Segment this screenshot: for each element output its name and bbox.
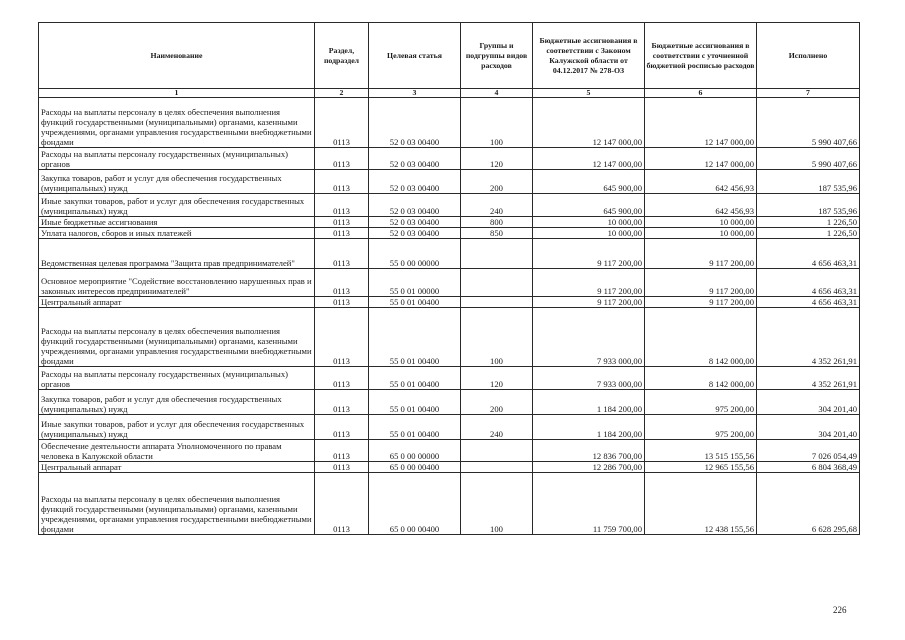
cell-law: 7 933 000,00 [533,308,645,367]
cell-section: 0113 [315,170,369,194]
cell-law: 12 147 000,00 [533,98,645,148]
cell-section: 0113 [315,297,369,308]
cell-executed: 4 656 463,31 [757,239,860,269]
cell-section: 0113 [315,194,369,217]
table-row [39,239,860,269]
table-row [39,415,860,440]
header-law: Бюджетные ассигнования в соответствии с Законом Калужской области от 04.12.2017 № 278-ОЗ [533,23,645,89]
cell-refined: 975 200,00 [645,415,757,440]
column-number: 1 [39,89,315,98]
cell-law: 9 117 200,00 [533,297,645,308]
table-row [39,297,860,308]
cell-target: 52 0 03 00400 [369,217,461,228]
cell-refined: 8 142 000,00 [645,308,757,367]
cell-section: 0113 [315,148,369,170]
cell-group: 120 [461,367,533,390]
cell-group: 100 [461,473,533,535]
cell-law: 9 117 200,00 [533,269,645,297]
cell-group: 800 [461,217,533,228]
cell-refined: 12 147 000,00 [645,148,757,170]
cell-refined: 10 000,00 [645,217,757,228]
cell-refined: 9 117 200,00 [645,269,757,297]
cell-name: Расходы на выплаты персоналу государственных (муниципальных) органов [39,367,315,390]
header-name: Наименование [39,23,315,89]
cell-group: 120 [461,148,533,170]
cell-law: 9 117 200,00 [533,239,645,269]
cell-law: 10 000,00 [533,228,645,239]
cell-target: 65 0 00 00000 [369,440,461,462]
cell-name: Расходы на выплаты персоналу в целях обеспечения выполнения функций государственными (муниципальными) органами, казенными учреждениями, органами управления государственными внебюджетными фондами [39,308,315,367]
page-number: 226 [833,605,847,615]
cell-group: 200 [461,390,533,415]
cell-refined: 642 456,93 [645,194,757,217]
cell-name: Закупка товаров, работ и услуг для обеспечения государственных (муниципальных) нужд [39,170,315,194]
cell-law: 10 000,00 [533,217,645,228]
cell-refined: 8 142 000,00 [645,367,757,390]
cell-name: Уплата налогов, сборов и иных платежей [39,228,315,239]
cell-law: 12 147 000,00 [533,148,645,170]
column-number: 7 [757,89,860,98]
cell-executed: 4 352 261,91 [757,367,860,390]
cell-law: 12 286 700,00 [533,462,645,473]
cell-section: 0113 [315,308,369,367]
table-header-row [39,23,860,89]
table-row [39,228,860,239]
cell-target: 55 0 00 00000 [369,239,461,269]
cell-name: Расходы на выплаты персоналу в целях обеспечения выполнения функций государственными (муниципальными) органами, казенными учреждениями, органами управления государственными внебюджетными фондами [39,473,315,535]
table-row [39,390,860,415]
table-row [39,217,860,228]
cell-group: 100 [461,98,533,148]
cell-refined: 12 147 000,00 [645,98,757,148]
cell-refined: 975 200,00 [645,390,757,415]
cell-executed: 5 990 407,66 [757,148,860,170]
cell-target: 65 0 00 00400 [369,473,461,535]
header-groups: Группы и подгруппы видов расходов [461,23,533,89]
cell-refined: 642 456,93 [645,170,757,194]
cell-group: 200 [461,170,533,194]
cell-refined: 9 117 200,00 [645,297,757,308]
cell-refined: 12 965 155,56 [645,462,757,473]
cell-target: 55 0 01 00400 [369,415,461,440]
cell-target: 55 0 01 00400 [369,297,461,308]
cell-name: Иные закупки товаров, работ и услуг для обеспечения государственных (муниципальных) нужд [39,415,315,440]
column-number: 5 [533,89,645,98]
cell-group [461,462,533,473]
cell-executed: 187 535,96 [757,194,860,217]
cell-group: 240 [461,415,533,440]
cell-executed: 304 201,40 [757,415,860,440]
cell-executed: 1 226,50 [757,228,860,239]
budget-table [38,22,860,535]
cell-group: 240 [461,194,533,217]
cell-executed: 187 535,96 [757,170,860,194]
cell-refined: 9 117 200,00 [645,239,757,269]
table-row [39,367,860,390]
table-row [39,194,860,217]
table-row [39,98,860,148]
cell-refined: 12 438 155,56 [645,473,757,535]
cell-executed: 1 226,50 [757,217,860,228]
cell-law: 11 759 700,00 [533,473,645,535]
cell-name: Расходы на выплаты персоналу государственных (муниципальных) органов [39,148,315,170]
header-section: Раздел, подраздел [315,23,369,89]
cell-group: 100 [461,308,533,367]
cell-law: 7 933 000,00 [533,367,645,390]
cell-law: 645 900,00 [533,194,645,217]
cell-target: 55 0 01 00400 [369,367,461,390]
cell-group: 850 [461,228,533,239]
cell-name: Основное мероприятие "Содействие восстановлению нарушенных прав и законных интересов предпринимателей" [39,269,315,297]
cell-target: 52 0 03 00400 [369,228,461,239]
cell-target: 52 0 03 00400 [369,194,461,217]
cell-name: Ведомственная целевая программа "Защита прав предпринимателей" [39,239,315,269]
cell-name: Иные бюджетные ассигнования [39,217,315,228]
cell-executed: 304 201,40 [757,390,860,415]
column-number: 3 [369,89,461,98]
cell-target: 65 0 00 00400 [369,462,461,473]
column-number: 2 [315,89,369,98]
cell-section: 0113 [315,390,369,415]
cell-executed: 6 628 295,68 [757,473,860,535]
cell-law: 1 184 200,00 [533,415,645,440]
column-number: 4 [461,89,533,98]
cell-name: Иные закупки товаров, работ и услуг для обеспечения государственных (муниципальных) нужд [39,194,315,217]
cell-section: 0113 [315,462,369,473]
cell-law: 12 836 700,00 [533,440,645,462]
cell-section: 0113 [315,269,369,297]
cell-group [461,440,533,462]
cell-group [461,239,533,269]
table-row [39,148,860,170]
cell-executed: 4 352 261,91 [757,308,860,367]
cell-executed: 6 804 368,49 [757,462,860,473]
table-row [39,473,860,535]
cell-executed: 4 656 463,31 [757,269,860,297]
cell-law: 645 900,00 [533,170,645,194]
cell-refined: 10 000,00 [645,228,757,239]
cell-target: 55 0 01 00400 [369,308,461,367]
cell-law: 1 184 200,00 [533,390,645,415]
cell-section: 0113 [315,415,369,440]
table-row [39,462,860,473]
table-row [39,170,860,194]
column-number: 6 [645,89,757,98]
cell-name: Центральный аппарат [39,462,315,473]
table-row [39,440,860,462]
cell-name: Закупка товаров, работ и услуг для обеспечения государственных (муниципальных) нужд [39,390,315,415]
cell-name: Обеспечение деятельности аппарата Уполномоченного по правам человека в Калужской области [39,440,315,462]
cell-target: 55 0 01 00000 [369,269,461,297]
cell-section: 0113 [315,367,369,390]
cell-section: 0113 [315,217,369,228]
cell-name: Центральный аппарат [39,297,315,308]
column-number-row [39,89,860,98]
cell-refined: 13 515 155,56 [645,440,757,462]
cell-section: 0113 [315,228,369,239]
header-refined: Бюджетные ассигнования в соответствии с уточненной бюджетной росписью расходов [645,23,757,89]
cell-target: 52 0 03 00400 [369,98,461,148]
cell-group [461,269,533,297]
cell-executed: 4 656 463,31 [757,297,860,308]
cell-section: 0113 [315,239,369,269]
header-target: Целевая статья [369,23,461,89]
cell-section: 0113 [315,473,369,535]
cell-group [461,297,533,308]
cell-target: 52 0 03 00400 [369,148,461,170]
cell-section: 0113 [315,440,369,462]
cell-executed: 7 026 054,49 [757,440,860,462]
cell-target: 55 0 01 00400 [369,390,461,415]
cell-target: 52 0 03 00400 [369,170,461,194]
cell-executed: 5 990 407,66 [757,98,860,148]
table-row [39,269,860,297]
header-execution: Исполнено [757,23,860,89]
table-row [39,308,860,367]
cell-section: 0113 [315,98,369,148]
cell-name: Расходы на выплаты персоналу в целях обеспечения выполнения функций государственными (муниципальными) органами, казенными учреждениями, органами управления государственными внебюджетными фондами [39,98,315,148]
